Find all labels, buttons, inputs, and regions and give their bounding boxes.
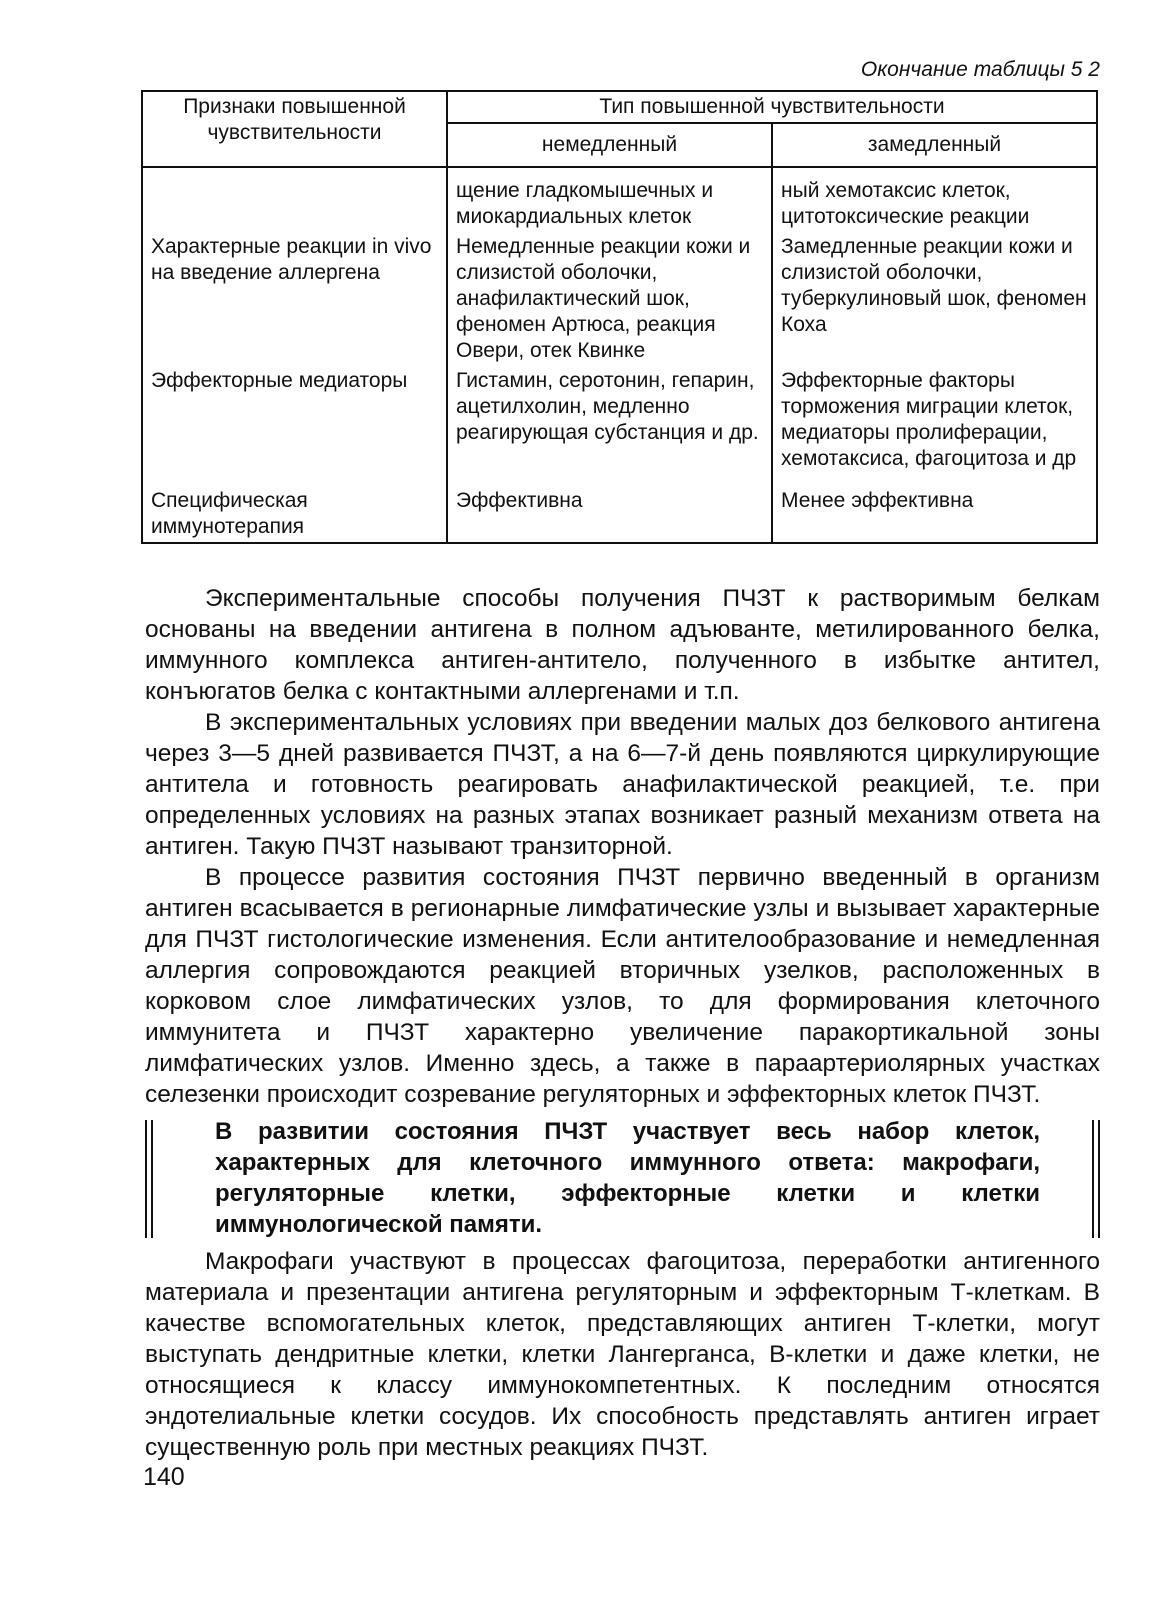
paragraph: Макрофаги участвуют в процессах фагоцитоза, переработки антигенного материала и презентации антигена регуляторным и эффекторным Т-клеткам. В качестве вспомогательных клеток, представляющих антиген Т-клетки, могут выступать дендритные клетки, клетки Лангерганса, В-клетки и даже клетки, не относящиеся к классу иммунокомпетентных. К последним относятся эндотелиальные клетки сосудов. Их способность представлять антиген играет существенную роль при местных реакциях ПЧЗТ. (145, 1248, 1100, 1461)
highlighted-statement (145, 1116, 1100, 1240)
table-header-delayed: замедленный (772, 123, 1097, 167)
table-row (142, 474, 1097, 543)
table-caption: Окончание таблицы 5 2 (860, 58, 1100, 81)
hypersensitivity-table (141, 90, 1098, 544)
table-row (142, 167, 1097, 232)
table-cell-feature (142, 167, 447, 232)
highlighted-statement-text: В развитии состояния ПЧЗТ участвует весь набор клеток, характерных для клеточного иммунного ответа: макрофаги, регуляторные клетки, эффекторные клетки и клетки иммунологической памяти. (215, 1118, 1040, 1238)
table-cell-immediate: щение гладкомышечных и миокардиальных клеток (447, 167, 772, 232)
table-cell-feature: Эффекторные медиаторы (142, 366, 447, 474)
table-cell-delayed: ный хемотаксис клеток, цитотоксические реакции (772, 167, 1097, 232)
paragraph: В процессе развития состояния ПЧЗТ первично введенный в организм антиген всасывается в регионарные лимфатические узлы и вызывает характерные для ПЧЗТ гистологические изменения. Если антителообразование и немедленная аллергия сопровождаются реакцией вторичных узелков, расположенных в корковом слое лимфатических узлов, то для формирования клеточного иммунитета и ПЧЗТ характерно увеличение паракортикальной зоны лимфатических узлов. Именно здесь, а также в параартериолярных участках селезенки происходит созревание регуляторных и эффекторных клеток ПЧЗТ. (145, 864, 1100, 1108)
table-header-features: Признаки повышенной чувствительности (142, 91, 447, 167)
paragraph: В экспериментальных условиях при введении малых доз белкового антигена через 3—5 дней развивается ПЧЗТ, а на 6—7-й день появляются циркулирующие антитела и готовность реагировать анафилактической реакцией, т.е. при определенных условиях на разных этапах возникает разный механизм ответа на антиген. Такую ПЧЗТ называют транзиторной. (145, 709, 1100, 860)
table-cell-immediate: Эффективна (447, 474, 772, 543)
page-number: 140 (143, 1463, 185, 1491)
table-cell-delayed: Менее эффективна (772, 474, 1097, 543)
table-cell-immediate: Немедленные реакции кожи и слизистой оболочки, анафилактический шок, феномен Артюса, реакция Овери, отек Квинке (447, 232, 772, 366)
table-header-type: Тип повышенной чувствительности (447, 91, 1097, 123)
table-cell-delayed: Эффекторные факторы торможения миграции клеток, медиаторы пролиферации, хемотаксиса, фагоцитоза и др (772, 366, 1097, 474)
paragraph: Экспериментальные способы получения ПЧЗТ к растворимым белкам основаны на введении антигена в полном адъюванте, метилированного белка, иммунного комплекса антиген-антитело, полученного в избытке антител, конъюгатов белка с контактными аллергенами и т.п. (145, 585, 1100, 705)
margin-bar-right (1092, 1120, 1100, 1238)
margin-bar-left (145, 1120, 153, 1238)
table-cell-feature: Характерные реакции in vivo на введение аллергена (142, 232, 447, 366)
table-cell-feature: Специфическая иммунотерапия (142, 474, 447, 543)
table-cell-immediate: Гистамин, серотонин, гепарин, ацетилхолин, медленно реагирующая субстанция и др. (447, 366, 772, 474)
table-row (142, 232, 1097, 366)
table-header-immediate: немедленный (447, 123, 772, 167)
table-cell-delayed: Замедленные реакции кожи и слизистой оболочки, туберкулиновый шок, феномен Коха (772, 232, 1097, 366)
table-row (142, 366, 1097, 474)
body-text (145, 583, 1100, 1463)
